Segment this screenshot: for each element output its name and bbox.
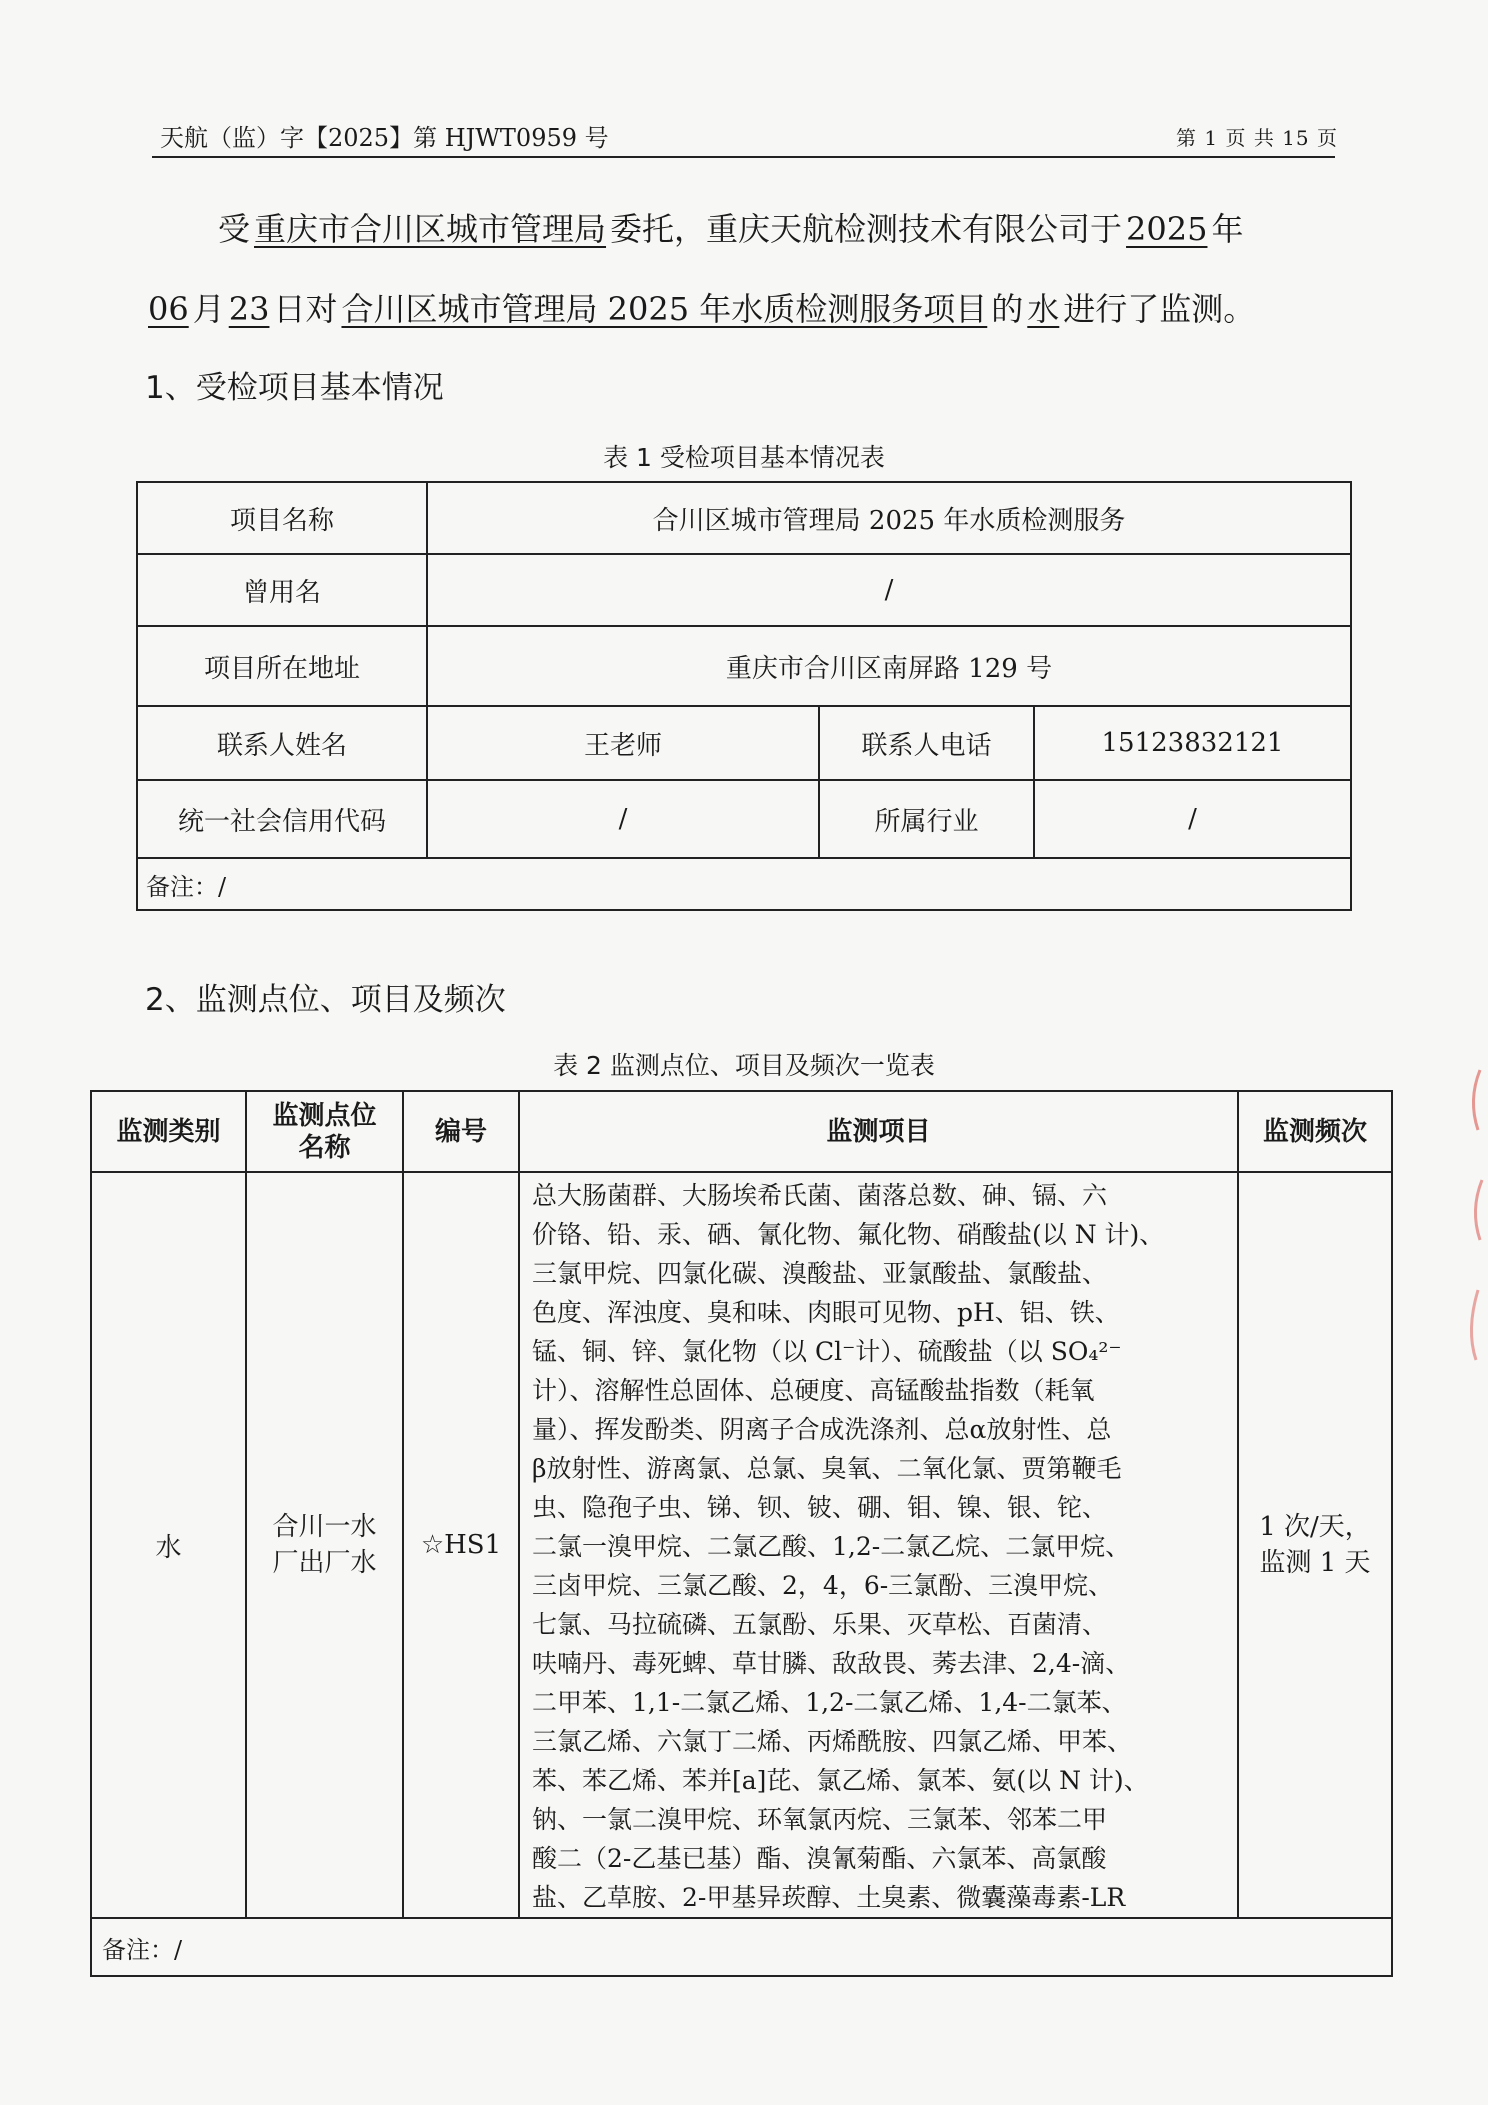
header-frequency: 监测频次	[1238, 1091, 1392, 1172]
former-name-label: 曾用名	[137, 554, 427, 626]
monitoring-table	[90, 1090, 1393, 1977]
header-items: 监测项目	[519, 1091, 1238, 1172]
project-name-label: 项目名称	[137, 482, 427, 554]
row-frequency	[1238, 1172, 1392, 1918]
credit-code-value: /	[427, 780, 819, 858]
items-line: 计）、溶解性总固体、总硬度、高锰酸盐指数（耗氧	[532, 1376, 1095, 1405]
credit-code-label: 统一社会信用代码	[137, 780, 427, 858]
intro-text: 的	[991, 290, 1024, 328]
former-name-value: /	[427, 554, 1351, 626]
contact-name-value: 王老师	[427, 706, 819, 780]
row-category: 水	[91, 1172, 246, 1918]
intro-text: 受	[218, 210, 251, 248]
intro-text: 委托，重庆天航检测技术有限公司于	[610, 210, 1123, 248]
header-category: 监测类别	[91, 1091, 246, 1172]
contact-phone-label: 联系人电话	[819, 706, 1034, 780]
table-1-note: 备注：/	[137, 858, 1351, 910]
intro-text: 进行了监测。	[1063, 290, 1256, 328]
items-line: 三氯乙烯、六氯丁二烯、丙烯酰胺、四氯乙烯、甲苯、	[532, 1727, 1133, 1756]
row-frequency-line-1: 1 次/天，	[1259, 1512, 1371, 1542]
header-site-line-1: 监测点位	[272, 1100, 377, 1131]
table-2-note: 备注：/	[91, 1918, 1392, 1976]
project-name: 合川区城市管理局 2025 年水质检测服务项目	[341, 290, 988, 328]
client-name: 重庆市合川区城市管理局	[254, 210, 607, 248]
table-2-caption: 表 2 监测点位、项目及频次一览表	[553, 1051, 935, 1080]
intro-text: 年	[1211, 210, 1244, 248]
items-line: 虫、隐孢子虫、锑、钡、铍、硼、钼、镍、银、铊、	[532, 1493, 1108, 1522]
project-name-value: 合川区城市管理局 2025 年水质检测服务	[427, 482, 1351, 554]
month-value: 06	[148, 290, 189, 328]
row-items	[519, 1172, 1238, 1918]
row-code: ☆HS1	[403, 1172, 519, 1918]
intro-text: 日对	[273, 290, 338, 328]
row-site	[246, 1172, 403, 1918]
header-code: 编号	[403, 1091, 519, 1172]
items-line: 总大肠菌群、大肠埃希氏菌、菌落总数、砷、镉、六	[532, 1181, 1108, 1210]
header-site-line-2: 名称	[298, 1132, 351, 1163]
intro-line-1	[148, 208, 1348, 250]
items-line: 苯、苯乙烯、苯并[a]芘、氯乙烯、氯苯、氨(以 N 计)、	[532, 1766, 1149, 1795]
row-frequency-line-2: 监测 1 天	[1259, 1548, 1371, 1578]
items-line: 呋喃丹、毒死蜱、草甘膦、敌敌畏、莠去津、2,4-滴、	[532, 1649, 1131, 1678]
items-line: 二甲苯、1,1-二氯乙烯、1,2-二氯乙烯、1,4-二氯苯、	[532, 1688, 1127, 1717]
items-line: 锰、铜、锌、氯化物（以 Cl⁻计）、硫酸盐（以 SO₄²⁻	[532, 1337, 1122, 1366]
page-indicator: 第 1 页 共 15 页	[1176, 126, 1338, 150]
items-line: 三卤甲烷、三氯乙酸、2，4，6-三氯酚、三溴甲烷、	[532, 1571, 1114, 1600]
row-site-line-1: 合川一水	[272, 1512, 377, 1542]
items-line: 酸二（2-乙基已基）酯、溴氰菊酯、六氯苯、高氯酸	[532, 1844, 1107, 1873]
contact-name-label: 联系人姓名	[137, 706, 427, 780]
items-line: 价铬、铅、汞、硒、氰化物、氟化物、硝酸盐(以 N 计)、	[532, 1220, 1165, 1249]
seal-stamp-fragment	[1460, 1060, 1488, 1420]
items-line: 钠、一氯二溴甲烷、环氧氯丙烷、三氯苯、邻苯二甲	[532, 1805, 1108, 1834]
items-line: 色度、浑浊度、臭和味、肉眼可见物、pH、铝、铁、	[532, 1298, 1120, 1327]
items-line: 盐、乙草胺、2-甲基异莰醇、土臭素、微囊藻毒素-LR	[532, 1883, 1126, 1912]
industry-value: /	[1034, 780, 1351, 858]
section-2-title: 2、监测点位、项目及频次	[145, 982, 506, 1018]
document-number: 天航（监）字【2025】第 HJWT0959 号	[160, 124, 609, 152]
industry-label: 所属行业	[819, 780, 1034, 858]
items-line: β放射性、游离氯、总氯、臭氧、二氧化氯、贾第鞭毛	[532, 1454, 1122, 1483]
intro-line-2	[148, 288, 1348, 330]
header-divider	[152, 156, 1335, 158]
intro-text: 月	[192, 290, 225, 328]
address-value: 重庆市合川区南屏路 129 号	[427, 626, 1351, 706]
table-1-caption: 表 1 受检项目基本情况表	[603, 443, 885, 472]
address-label: 项目所在地址	[137, 626, 427, 706]
row-site-line-2: 厂出厂水	[272, 1548, 377, 1578]
medium-value: 水	[1027, 290, 1060, 328]
items-line: 三氯甲烷、四氯化碳、溴酸盐、亚氯酸盐、氯酸盐、	[532, 1259, 1108, 1288]
year-value: 2025	[1126, 210, 1208, 248]
items-line: 二氯一溴甲烷、二氯乙酸、1,2-二氯乙烷、二氯甲烷、	[532, 1532, 1131, 1561]
contact-phone-value: 15123832121	[1034, 706, 1351, 780]
day-value: 23	[228, 290, 270, 328]
items-line: 七氯、马拉硫磷、五氯酚、乐果、灭草松、百菌清、	[532, 1610, 1108, 1639]
section-1-title: 1、受检项目基本情况	[145, 370, 444, 406]
header-site	[246, 1091, 403, 1172]
basic-info-table	[136, 481, 1352, 911]
items-line: 量）、挥发酚类、阴离子合成洗涤剂、总α放射性、总	[532, 1415, 1112, 1444]
